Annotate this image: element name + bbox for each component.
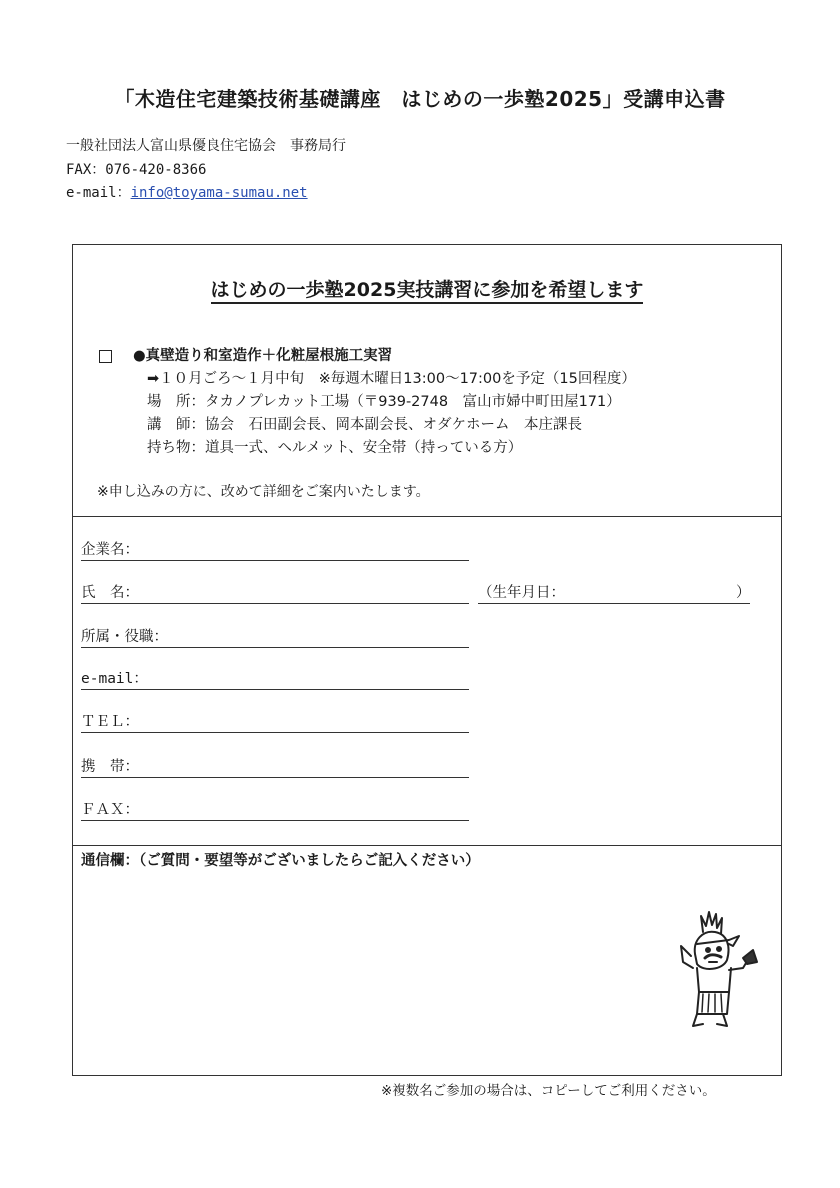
email-label: e-mail： (66, 185, 131, 201)
box-title: はじめの一歩塾2025実技講習に参加を希望します (73, 275, 781, 302)
email-link[interactable]: info@toyama-sumau.net (130, 185, 308, 201)
course-place: 場 所：タカノプレカット工場（〒939-2748 富山市婦中町田屋171） (147, 394, 621, 410)
department-field[interactable]: 所属・役職： (81, 628, 471, 648)
course-belongings: 持ち物：道具一式、ヘルメット、安全帯（持っている方） (147, 440, 523, 456)
divider (73, 845, 781, 846)
mobile-field[interactable]: 携 帯： (81, 758, 471, 778)
addressee: 一般社団法人富山県優良住宅協会 事務局行 (66, 138, 346, 154)
email-line (66, 182, 308, 202)
page-title: 「木造住宅建築技術基礎講座 はじめの一歩塾2025」受講申込書 (114, 87, 726, 111)
birthdate-field[interactable]: （生年月日： ） (478, 584, 758, 604)
footnote: ※複数名ご参加の場合は、コピーしてご利用ください。 (381, 1083, 716, 1099)
name-field[interactable]: 氏 名： (81, 584, 761, 604)
divider (73, 516, 781, 517)
mascot-illustration (673, 910, 773, 1034)
details-note: ※申し込みの方に、改めて詳細をご案内いたします。 (97, 484, 430, 500)
tel-field[interactable]: ＴＥＬ： (81, 713, 471, 733)
fax-field[interactable]: ＦＡＸ： (81, 801, 471, 821)
fax-number: FAX：076-420-8366 (66, 162, 207, 178)
course-checkbox[interactable] (99, 350, 112, 363)
company-field[interactable]: 企業名： (81, 541, 471, 561)
application-form-box (72, 244, 782, 1076)
course-period: ➡１０月ごろ～１月中旬 ※毎週木曜日13:00～17:00を予定（15回程度） (147, 371, 636, 387)
email-field[interactable]: e-mail： (81, 670, 471, 690)
course-name: ●真壁造り和室造作＋化粧屋根施工実習 (133, 348, 393, 364)
comments-label: 通信欄：（ご質問・要望等がございましたらご記入ください） (81, 853, 480, 869)
course-instructor: 講 師：協会 石田副会長、岡本副会長、オダケホーム 本庄課長 (147, 417, 582, 433)
